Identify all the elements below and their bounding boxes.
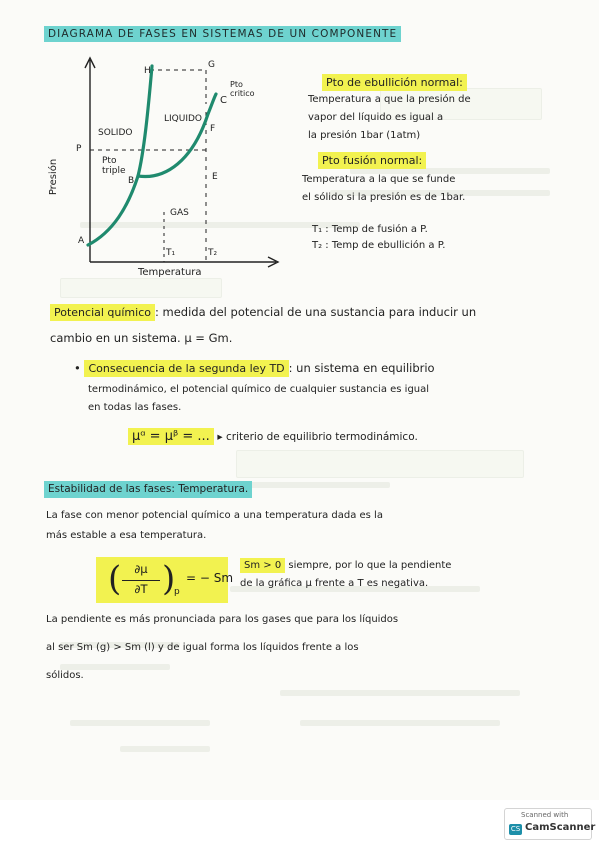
point-f-label: F <box>210 124 216 134</box>
boiling-def-line-1: Temperatura a que la presión de <box>308 94 471 105</box>
page-title: DIAGRAMA DE FASES EN SISTEMAS DE UN COMPONENTE <box>44 26 401 42</box>
slope-line-1: La pendiente es más pronunciada para los gases que para los líquidos <box>46 614 399 625</box>
t2-label: T₂ <box>208 248 218 258</box>
critical-point-label: Pto critico <box>230 80 255 98</box>
consequence-line-1: • Consecuencia de la segunda ley TD : un sistema en equilibrio <box>74 361 435 375</box>
triple-point-label: Pto triple <box>102 156 126 176</box>
boiling-point-heading: Pto de ebullición normal: <box>322 72 467 93</box>
fusion-point-heading: Pto fusión normal: <box>318 150 426 171</box>
chemical-potential-line-1: Potencial químico : medida del potencial de una sustancia para inducir un <box>50 302 476 323</box>
slope-line-3: sólidos. <box>46 670 84 681</box>
ghost-mark <box>236 450 524 478</box>
entropy-note-line-1: Sm > 0 siempre, por lo que la pendiente <box>240 558 451 574</box>
ghost-mark <box>120 746 210 752</box>
ghost-mark <box>280 690 520 696</box>
equilibrium-equation: μᵅ = μᵝ = ... ▸ criterio de equilibrio termodinámico. <box>128 426 418 448</box>
ghost-mark <box>300 720 500 726</box>
t1-label: T₁ <box>166 248 176 258</box>
slope-line-2: al ser Sm (g) > Sm (l) y de igual forma los líquidos frente a los <box>46 642 359 653</box>
sublimation-curve <box>88 176 138 245</box>
x-axis-label: Temperatura <box>138 267 202 278</box>
liquid-region-label: LIQUIDO <box>164 114 203 124</box>
point-b-label: B <box>128 176 135 186</box>
point-h-label: H <box>144 66 151 76</box>
solid-region-label: SOLIDO <box>98 128 133 138</box>
pressure-p-label: P <box>76 144 82 154</box>
consequence-line-3: en todas las fases. <box>88 402 182 413</box>
stability-line-2: más estable a esa temperatura. <box>46 530 207 541</box>
phase-diagram <box>48 52 288 284</box>
boiling-def-line-3: la presión 1bar (1atm) <box>308 130 421 141</box>
stability-line-1: La fase con menor potencial químico a una temperatura dada es la <box>46 510 383 521</box>
t1-definition: T₁ : Temp de fusión a P. <box>312 224 428 235</box>
t2-definition: T₂ : Temp de ebullición a P. <box>312 240 446 251</box>
ghost-mark <box>70 720 210 726</box>
fusion-def-line-1: Temperatura a la que se funde <box>302 174 456 185</box>
fusion-curve <box>138 66 152 176</box>
fusion-def-line-2: el sólido si la presión es de 1bar. <box>302 192 466 203</box>
gas-region-label: GAS <box>170 208 189 218</box>
point-a-label: A <box>78 236 85 246</box>
camscanner-logo-icon: CS <box>510 825 521 833</box>
y-axis-label: Presión <box>48 158 60 196</box>
camscanner-watermark: Scanned with CS CamScanner <box>504 808 592 840</box>
point-e-label: E <box>212 172 218 182</box>
entropy-note-line-2: de la gráfica μ frente a T es negativa. <box>240 578 429 589</box>
consequence-line-2: termodinámico, el potencial químico de cualquier sustancia es igual <box>88 384 430 395</box>
scanned-page: DIAGRAMA DE FASES EN SISTEMAS DE UN COMPONENTE H G C Pto critico LIQUIDO SOLIDO P F Pto triple B E GAS A T₁ T₂ Presión Temperatura Pto de ebullición normal: Temperatura a que la presión de vapor del líquido es igual a la presión 1bar (1atm) Pto fusión normal: Temperatura a la que se funde el sólido si la presión es de 1bar. T₁ : Temp de fusión a P. T₂ : Temp de ebullición a P. Potencial químico : medida del potencial de una sustancia para inducir un cambio en un sistema. μ = Gm. • Consecuencia de la segunda ley TD : un sistema en equilibrio termodinámico, el potencial químico de cualquier sustancia es igual en todas las fases. μᵅ = μᵝ = ... ▸ criterio de equilibrio termodinámico. Estabilidad de las fases: Temperatura. La fase con menor potencial químico a una temperatura dada es la más estable a esa temperatura. ( ∂μ ∂T ) p = − Sm Sm > 0 siempre, por lo que la pendiente de la gráfica μ frente a T es negativa. La pendiente es más pronunciada para los gases que para los líquidos al ser Sm (g) > Sm (l) y de igual forma los líquidos frente a los sólidos. <box>0 0 599 800</box>
chemical-potential-line-2: cambio en un sistema. μ = Gm. <box>50 331 233 345</box>
stability-heading: Estabilidad de las fases: Temperatura. <box>44 478 252 499</box>
boiling-def-line-2: vapor del líquido es igual a <box>308 112 444 123</box>
point-c-label: C <box>220 95 227 106</box>
point-g-label: G <box>208 60 215 70</box>
